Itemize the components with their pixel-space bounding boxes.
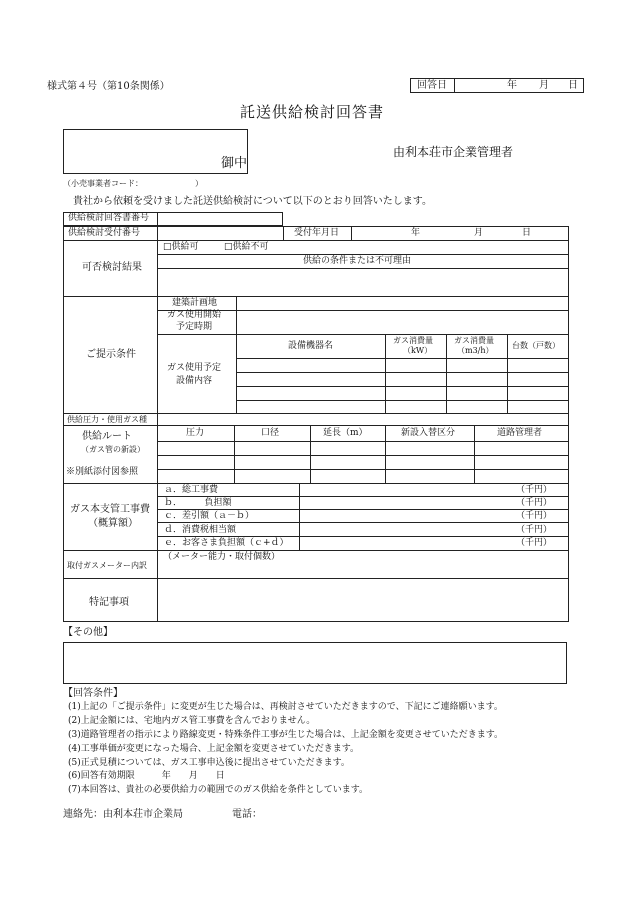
cost-row-d-unit: （千円） bbox=[516, 525, 553, 535]
receipt-date-day: 日 bbox=[522, 228, 532, 238]
gas-start-label-1: ガス使用開始 bbox=[167, 310, 222, 320]
receipt-number-label: 供給検討受付番号 bbox=[68, 228, 141, 238]
answer-date-day: 日 bbox=[568, 80, 578, 91]
receipt-date-year: 年 bbox=[411, 228, 421, 238]
route-col-category: 新設入替区分 bbox=[401, 428, 456, 438]
condition-item-2: (2)上記金額には、宅地内ガス管工事費を含んでおりません。 bbox=[68, 716, 316, 726]
result-label: 可否検討結果 bbox=[82, 262, 142, 273]
cost-sublabel: （概算額） bbox=[88, 518, 138, 529]
proposal-label: ご提示条件 bbox=[86, 349, 136, 360]
conditions-title: 【回答条件】 bbox=[63, 688, 123, 699]
condition-item-4: (4)工事単価が変更になった場合、上記金額を変更させていただきます。 bbox=[68, 744, 360, 754]
route-attachment-note: ※別紙添付図参照 bbox=[66, 467, 139, 477]
route-col-length: 延長（m） bbox=[323, 428, 368, 438]
condition-item-7: (7)本回答は、貴社の必要供給力の範囲でのガス供給を条件としています。 bbox=[68, 785, 369, 795]
answer-date-month: 月 bbox=[539, 80, 549, 91]
contact-phone: 電話： bbox=[232, 809, 262, 820]
answer-date-year: 年 bbox=[507, 80, 517, 91]
other-box[interactable] bbox=[63, 642, 567, 684]
receipt-date-month: 月 bbox=[474, 228, 484, 238]
cost-row-c-unit: （千円） bbox=[516, 511, 553, 521]
cost-row-a-unit: （千円） bbox=[516, 485, 553, 495]
addressee-suffix: 御中 bbox=[221, 156, 248, 171]
supply-possible-checkbox[interactable]: □供給可 bbox=[163, 242, 199, 252]
consumption-m3-header-2: （m3/h） bbox=[457, 346, 494, 355]
cost-row-c-label: ｃ．差引額（ａ－ｂ） bbox=[164, 511, 255, 521]
building-plan-label: 建築計画地 bbox=[172, 298, 218, 308]
cost-row-d-label: ｄ．消費税相当額 bbox=[164, 525, 237, 535]
route-sublabel: （ガス管の新設） bbox=[81, 445, 145, 454]
answer-number-label: 供給検討回答書番号 bbox=[68, 213, 150, 223]
condition-item-1: (1)上記の「ご提示条件」に変更が生じた場合は、再検討させていただきますので、下記にご連絡願います。 bbox=[68, 702, 503, 712]
gas-start-label-2: 予定時期 bbox=[176, 322, 213, 332]
planned-equipment-label-1: ガス使用予定 bbox=[167, 363, 222, 373]
cost-label: ガス本支管工事費 bbox=[70, 504, 150, 515]
contact-label: 連絡先：由利本荘市企業局 bbox=[63, 809, 183, 820]
pressure-type-label: 供給圧力・使用ガス種 bbox=[67, 415, 147, 424]
meter-label: 取付ガスメーター内訳 bbox=[67, 561, 147, 570]
condition-item-3: (3)道路管理者の指示により路線変更・特殊条件工事が生じた場合は、上記金額を変更させていただきます。 bbox=[68, 730, 504, 740]
supply-impossible-checkbox[interactable]: □供給不可 bbox=[224, 242, 269, 252]
cost-row-a-label: ａ．総工事費 bbox=[164, 485, 219, 495]
cost-row-b-label: ｂ． 負担額 bbox=[164, 498, 232, 508]
units-header: 台数（戸数） bbox=[512, 341, 560, 350]
equipment-name-header: 設備機器名 bbox=[288, 341, 334, 351]
cost-row-e-unit: （千円） bbox=[516, 538, 553, 548]
retailer-code-close: ） bbox=[195, 179, 203, 188]
route-col-road-admin: 道路管理者 bbox=[497, 428, 543, 438]
intro-text: 貴社から依頼を受けました託送供給検討について以下のとおり回答いたします。 bbox=[73, 196, 432, 207]
condition-item-6: (6)回答有効期限 年 月 日 bbox=[68, 771, 225, 781]
form-number: 様式第４号（第10条関係） bbox=[47, 81, 170, 92]
cost-row-b-unit: （千円） bbox=[516, 498, 553, 508]
issuer-name: 由利本荘市企業管理者 bbox=[393, 145, 514, 159]
document-title: 託送供給検討回答書 bbox=[240, 103, 385, 121]
route-label: 供給ルート bbox=[82, 431, 132, 442]
other-label: 【その他】 bbox=[63, 627, 113, 638]
receipt-date-label: 受付年月日 bbox=[294, 228, 340, 238]
route-col-pressure: 圧力 bbox=[186, 428, 205, 438]
meter-content: （メーター能力・取付個数） bbox=[163, 552, 281, 562]
condition-item-5: (5)正式見積については、ガス工事申込後に提出させていただきます。 bbox=[68, 758, 350, 768]
consumption-m3-header-1: ガス消費量 bbox=[454, 336, 494, 345]
consumption-kw-header-1: ガス消費量 bbox=[393, 336, 433, 345]
remarks-label: 特記事項 bbox=[89, 597, 129, 608]
conditions-header: 供給の条件または不可理由 bbox=[303, 256, 412, 266]
answer-date-label: 回答日 bbox=[417, 80, 447, 91]
route-col-diameter: 口径 bbox=[261, 428, 280, 438]
retailer-code-label: （小売事業者コード： bbox=[63, 179, 143, 188]
planned-equipment-label-2: 設備内容 bbox=[176, 376, 213, 386]
consumption-kw-header-2: （kW） bbox=[403, 346, 433, 355]
cost-row-e-label: ｅ．お客さま負担額（ｃ+ｄ） bbox=[164, 538, 289, 548]
